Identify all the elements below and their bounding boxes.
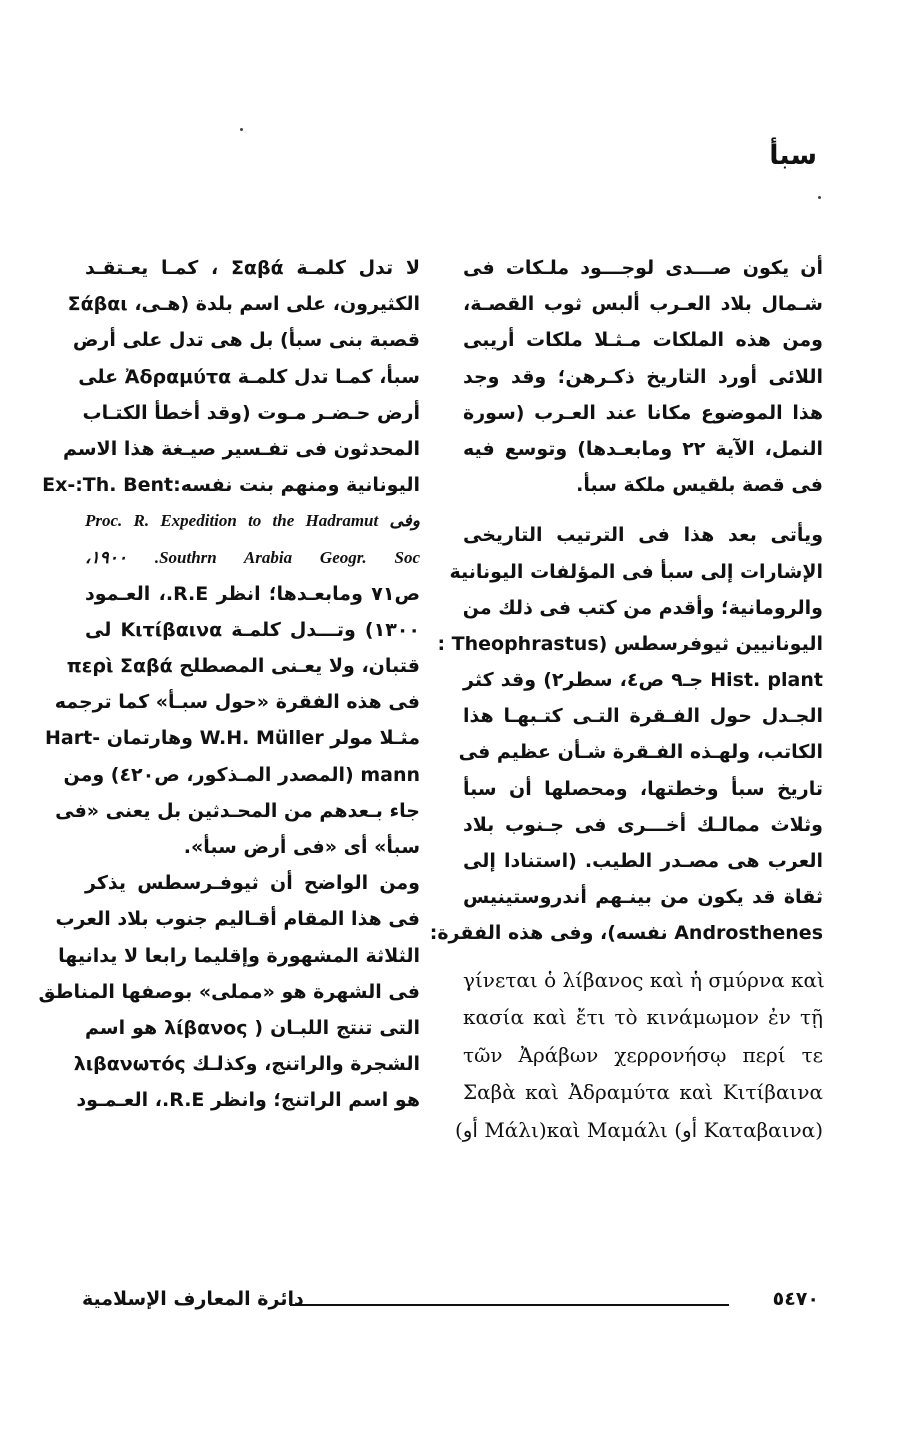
text-line: لا تدل كلمـة Σαβά ، كمـا يعـتقـد bbox=[85, 257, 420, 279]
text-line: ١٣٠٠) وتـــدل كلمـة Κιτίβαινα لى bbox=[85, 618, 420, 641]
greek-line: Σαβὰ καὶ Ἀδραμύτα καὶ Κιτίβαινα bbox=[463, 1080, 823, 1105]
text-line: سبأ، كمـا تدل كلمـة Ἀδραμύτα على bbox=[78, 365, 420, 388]
text-line: الكثيرون، على اسم بلدة (هـى، Σάβαι bbox=[67, 293, 420, 316]
text-line: اليونانية ومنهم بنت نفسه:Ex-:Th. Bent bbox=[42, 474, 420, 497]
text-line: اليونانيين ثيوفرسطس (Theophrastus : bbox=[437, 632, 823, 655]
text-line: هذا الموضوع مكانا عند العـرب (سورة bbox=[463, 401, 823, 424]
text-line: الشجرة والراتنج، وكذلـك λιβανωτός bbox=[73, 1053, 420, 1076]
left-paragraph-2 bbox=[38, 865, 420, 1118]
text-line: النمل، الآية ٢٢ ومابعـدها) وتوسع فيه bbox=[463, 437, 823, 460]
text-line: مثـلا مولر W.H. Müller وهارتمان -Hart bbox=[45, 727, 420, 750]
right-column bbox=[429, 250, 825, 1149]
text-line: سبأ» أى «فى أرض سبأ». bbox=[183, 836, 420, 858]
left-paragraph-1 bbox=[42, 250, 420, 865]
greek-line: κασία καὶ ἔτι τὸ κινάμωμον ἐν τῇ bbox=[463, 1005, 823, 1030]
text-line: ومن الواضح أن ثيوفـرسطس يذكر bbox=[85, 872, 420, 895]
text-line: جاء بـعدهم من المحـدثين بل يعنى «فى bbox=[55, 799, 420, 822]
text-line: Hist. plant جـ٩ ص٤، سطر٢) وقد كثر bbox=[463, 669, 823, 692]
scan-speck bbox=[240, 128, 243, 131]
text-line: الكاتب، ولهـذه الفـقرة شـأن عظيم فى bbox=[458, 741, 823, 764]
text-line: ويأتى بعد هذا فى الترتيب التاريخى bbox=[463, 524, 823, 547]
text-line: فى هذا المقام أقـاليم جنوب بلاد العرب bbox=[55, 908, 420, 931]
text-line: شـمال بلاد العـرب ألبس ثوب القصـة، bbox=[463, 293, 823, 316]
left-column bbox=[38, 250, 420, 1119]
text-line: تاريخ سبأ وخطتها، ومحصلها أن سبأ bbox=[463, 777, 823, 800]
text-line: التى تنتج اللبـان ( λίβανος هو اسم bbox=[85, 1016, 420, 1039]
text-line: هو اسم الراتنج؛ وانظر R.E.، العـمـود bbox=[76, 1089, 420, 1112]
text-line: اللائى أورد التاريخ ذكـرهن؛ وقد وجد bbox=[463, 365, 823, 388]
text-line: الإشارات إلى سبأ فى المؤلفات اليونانية bbox=[449, 560, 823, 583]
text-line: ثقاة قد يكون من بينـهم أندروستينيس bbox=[463, 886, 823, 909]
right-paragraph-2 bbox=[429, 517, 823, 951]
text-line: فى الشهرة هو «مملى» بوصفها المناطق bbox=[38, 980, 420, 1003]
text-line: أن يكون صـــدى لوجـــود ملـكات فى bbox=[463, 257, 823, 279]
greek-line: γίνεται ὁ λίβανος καὶ ἡ σμύρνα καὶ bbox=[463, 967, 825, 992]
greek-quotation bbox=[454, 962, 825, 1150]
text-line: Southrn Arabia Geogr. Soc. ١٩٠٠، bbox=[85, 547, 420, 567]
footer-rule bbox=[290, 1304, 729, 1306]
text-line: قصبة بنى سبأ) بل هى تدل على أرض bbox=[72, 329, 420, 352]
right-paragraph-1 bbox=[463, 250, 823, 503]
scan-speck bbox=[818, 196, 821, 199]
text-line: الثلاثة المشهورة وإقليما رابعا لا يدانيها bbox=[58, 944, 420, 967]
text-line: وفى Proc. R. Expedition to the Hadramut bbox=[85, 511, 420, 531]
running-header-title: سبأ bbox=[769, 140, 817, 171]
text-line: mann (المصدر المـذكور، ص٤٢٠) ومن bbox=[63, 763, 420, 786]
text-line: وثلاث ممالـك أخـــرى فى جـنوب بلاد bbox=[463, 813, 823, 836]
footer-journal-title: دائرة المعارف الإسلامية bbox=[82, 1288, 304, 1310]
text-line: والرومانية؛ وأقدم من كتب فى ذلك من bbox=[462, 596, 823, 619]
text-line: الجـدل حول الفـقرة التـى كتـبهـا هذا bbox=[463, 705, 823, 728]
greek-line: τῶν Ἀράβων χερρονήσῳ περί τε bbox=[463, 1042, 823, 1067]
text-line: ص٧١ ومابعـدها؛ انظر R.E.، العـمود bbox=[85, 582, 420, 605]
text-line: Androsthenes نفسه)، وفى هذه الفقرة: bbox=[429, 922, 823, 945]
text-line: ومن هذه الملكات مـثـلا ملكات أريبى bbox=[463, 329, 823, 352]
page-number: ٥٤٧٠ bbox=[772, 1288, 819, 1310]
page-footer bbox=[82, 1288, 819, 1328]
text-line: فى هذه الفقرة «حول سبـأ» كما ترجمه bbox=[54, 691, 420, 714]
text-line: المحدثون فى تفـسير صيـغة هذا الاسم bbox=[62, 437, 420, 460]
greek-line: (Καταβαινα أو) καὶ Μαμάλι(Μάλι أو) bbox=[454, 1117, 823, 1142]
text-line: أرض حـضـر مـوت (وقد أخطأ الكتـاب bbox=[82, 401, 420, 424]
text-line: قتبان، ولا يعـنى المصطلح περὶ Σαβά bbox=[66, 655, 420, 678]
text-line: العرب هى مصـدر الطيب. (استنادا إلى bbox=[463, 850, 823, 872]
text-line: فى قصة بلقيس ملكة سبأ. bbox=[576, 474, 823, 497]
